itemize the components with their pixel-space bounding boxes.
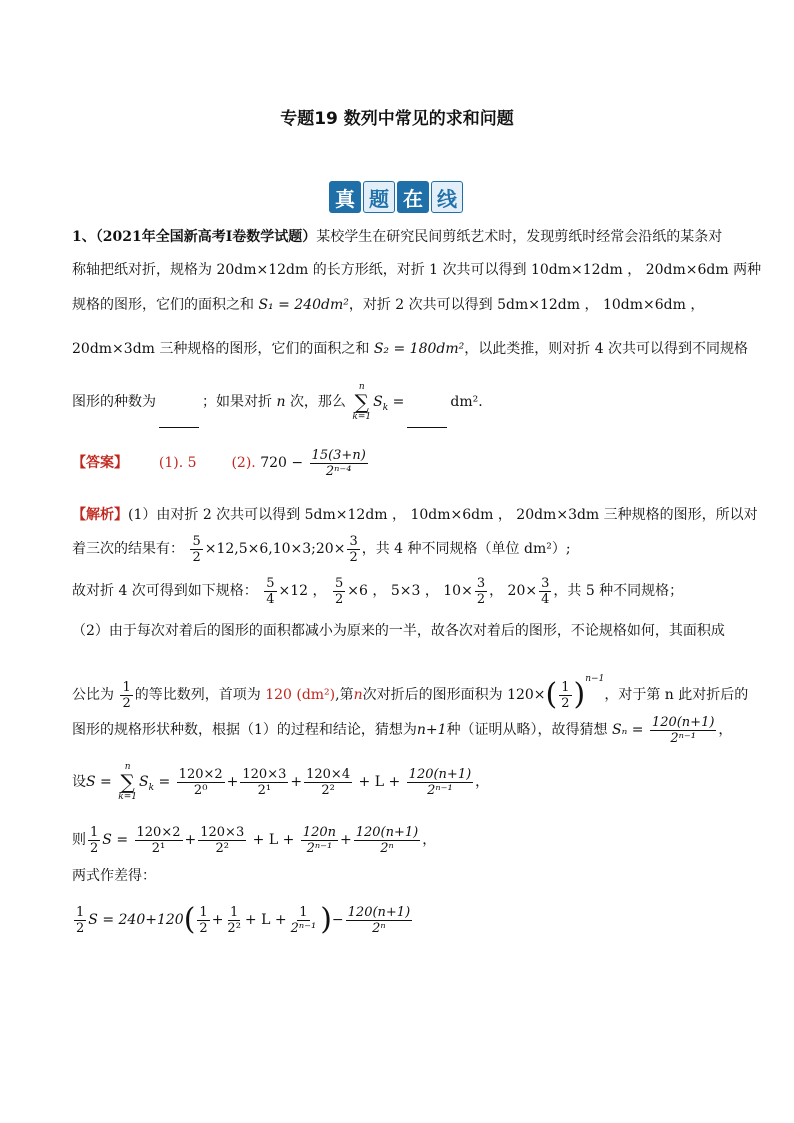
fraction-1-2 <box>197 905 209 936</box>
fraction-denominator: 2ⁿ <box>380 840 394 856</box>
analysis-math: ×6 ， 5×3 ， 10× <box>347 583 473 599</box>
fraction-numerator: 5 <box>335 575 344 591</box>
plus-sign: + <box>339 832 352 848</box>
question-text: dm². <box>450 394 483 410</box>
fraction-3-4 <box>539 576 551 607</box>
fraction-denominator: 2 <box>349 549 358 565</box>
analysis-text: 着三次的结果有： <box>72 541 184 557</box>
question-number: 1、 <box>72 229 96 245</box>
fraction-denominator: 2⁰ <box>193 782 208 798</box>
analysis-line-4: （2）由于每次对着后的图形的面积都减小为原来的一半，故各次对着后的图形，不论规格如何，其面积成 <box>72 623 725 639</box>
summation: n ∑ k=1 <box>352 382 372 422</box>
sum-term: S <box>373 394 383 410</box>
fraction-numerator: 120×3 <box>242 766 287 782</box>
fraction-denominator: 2² <box>215 840 229 856</box>
fraction-1-2 <box>120 680 132 711</box>
banner-char-3: 在 <box>397 181 429 213</box>
analysis-text: 种（证明从略），故得猜想 <box>446 722 608 738</box>
analysis-line-1 <box>72 505 758 525</box>
fraction-numerator: 1 <box>90 824 99 840</box>
fraction-numerator: 120(n+1) <box>347 904 411 920</box>
fraction-1-2 <box>88 825 100 856</box>
fraction-term <box>346 905 413 936</box>
minus-sign: − <box>331 912 344 928</box>
fraction-denominator: 2ⁿ <box>372 920 386 936</box>
fraction-term <box>135 825 183 856</box>
sum-upper: n <box>124 762 131 772</box>
question-source: （2021年全国新高考Ⅰ卷数学试题） <box>95 229 317 245</box>
fraction-denominator: 2 <box>192 549 201 565</box>
answer-blank-1 <box>159 413 199 428</box>
question-text: 20dm×3dm 三种规格的图形，它们的面积之和 <box>72 341 370 357</box>
analysis-text: 设 <box>72 774 86 790</box>
fraction-numerator: 1 <box>230 904 239 920</box>
analysis-line-9: 两式作差得： <box>72 868 156 884</box>
question-line-5: 图形的种数为 ；如果对折 n 次，那么 n ∑ k=1 $S_k = dm^2$. <box>72 382 483 428</box>
fraction-3-2 <box>347 534 359 565</box>
fraction-denominator: 2 <box>122 695 131 711</box>
question-text: 次，那么 <box>289 394 346 410</box>
fraction-denominator: 2 <box>561 695 570 711</box>
question-line-3 <box>72 295 704 315</box>
question-text: 规格的图形，它们的面积之和 <box>72 297 254 313</box>
question-text: 图形的种数为 <box>72 394 156 410</box>
analysis-label: 【解析】 <box>72 507 128 523</box>
fraction-denominator: 2ⁿ⁻¹ <box>427 782 453 798</box>
fraction-denominator: 2ⁿ⁻¹ <box>290 920 317 936</box>
math-s: S = <box>86 774 112 790</box>
math-expression: n+1 <box>416 722 447 738</box>
fraction-numerator: 5 <box>192 533 201 549</box>
analysis-line-3 <box>72 573 683 609</box>
fraction-numerator: 1 <box>561 679 570 695</box>
analysis-text: 次对折后的图形面积为 120× <box>362 687 546 703</box>
analysis-line-7: 设S = n ∑ k=1 $S_k$ = $\frac{120\times 2}{\text{2⁰}}$ + $\frac{120\times 3}{\text{2¹}}$ + $\frac{120\times 4}{\text{2²}}$ + L + $\frac{120(n+1)}{\text{2ⁿ⁻¹}}$ ， <box>72 762 490 802</box>
fraction-denominator: 2 <box>199 920 208 936</box>
ellipsis-term: + L + <box>358 774 401 790</box>
fraction-denominator: 2 <box>476 591 486 607</box>
fraction-denominator: 2ⁿ⁻⁴ <box>325 463 352 479</box>
sum-upper: n <box>358 382 365 392</box>
math-n: n <box>353 687 363 703</box>
fraction-denominator: 2¹ <box>151 840 166 856</box>
fraction-numerator: 1 <box>76 904 85 920</box>
fraction-denominator: 2ⁿ⁻¹ <box>670 730 696 746</box>
fraction-denominator: 2ⁿ⁻¹ <box>306 840 333 856</box>
analysis-line-2 <box>72 531 571 567</box>
fraction-term <box>240 767 288 798</box>
analysis-line-6: 图形的规格形状种数，根据（1）的过程和结论，猜想为n+1种（证明从略），故得猜想 Sₙ = $\frac{120(n+1)}{\text{2ⁿ⁻¹}}$ ， <box>72 714 733 746</box>
answer-expression: 720 − <box>260 455 304 471</box>
fraction-numerator: 3 <box>349 533 358 549</box>
fraction-1-2 <box>74 905 86 936</box>
fraction-denominator: 4 <box>541 591 550 607</box>
answer-part-2: (2). <box>231 455 256 471</box>
banner-char-2: 题 <box>363 181 395 213</box>
analysis-text: ，对于第 n 此对折后的 <box>604 687 749 703</box>
analysis-line-5: 公比为 $\frac{1}{2}$ 的等比数列，首项为 120 (dm²),第n次对折后的图形面积为 120×( $\frac{1}{2}$ )$^{n-1}$，对于第 n 此对折后的 <box>72 674 749 712</box>
analysis-text: 的等比数列，首项为 <box>134 687 261 703</box>
fraction-numerator: 5 <box>266 575 275 591</box>
fraction-numerator: 120n <box>302 824 336 840</box>
question-text: ；如果对折 <box>202 394 272 410</box>
fraction-term <box>198 825 246 856</box>
fraction-numerator: 1 <box>199 904 208 920</box>
answer-label: 【答案】 <box>72 455 128 471</box>
fraction-numerator: 120(n+1) <box>408 766 472 782</box>
fraction-numerator: 120(n+1) <box>651 714 715 730</box>
math-sn: Sₙ = <box>612 722 644 738</box>
answer-part-1: (1). 5 <box>158 455 197 471</box>
ellipsis-term: + L + <box>252 832 295 848</box>
sum-term: S <box>138 774 149 790</box>
fraction-numerator: 1 <box>122 679 131 695</box>
plus-sign: + <box>211 912 224 928</box>
page-title: 专题19 数列中常见的求和问题 <box>280 109 514 129</box>
analysis-math: ×12 ， <box>278 583 327 599</box>
math-s2: S₂ = 180dm² <box>373 341 465 357</box>
fraction-numerator: 15(3+n) <box>311 447 366 463</box>
fraction-3-2 <box>475 576 487 607</box>
sum-term-sub: k <box>148 782 155 793</box>
analysis-text: 公比为 <box>72 687 114 703</box>
analysis-text: ，共 5 种不同规格； <box>553 583 684 599</box>
fraction-denominator: 2¹ <box>257 782 272 798</box>
fraction-numerator: 120×3 <box>200 824 245 840</box>
fraction-term <box>354 825 421 856</box>
question-line-4 <box>72 339 748 359</box>
fraction-numerator: 120×2 <box>136 824 181 840</box>
math-s1: S₁ = 240dm² <box>258 297 349 313</box>
analysis-text: 则 <box>72 832 86 848</box>
sum-lower: k=1 <box>118 792 137 802</box>
fraction-term <box>225 905 242 936</box>
fraction-sn <box>650 715 717 746</box>
question-line-1 <box>72 227 722 247</box>
answer-fraction <box>310 448 368 479</box>
math-s: S = <box>102 832 129 848</box>
fraction-numerator: 120(n+1) <box>355 824 419 840</box>
banner-char-1: 真 <box>329 181 361 213</box>
math-expression: S = 240+120 <box>88 912 184 928</box>
plus-sign: + <box>290 774 303 790</box>
exponent: n−1 <box>585 674 605 684</box>
question-text: ，以此类推，则对折 4 次共可以得到不同规格 <box>464 341 749 357</box>
analysis-math: ×12,5×6,10×3;20× <box>204 541 346 557</box>
analysis-math: ， 20× <box>489 583 538 599</box>
equals-sign: = <box>158 774 171 790</box>
fraction-term <box>407 767 474 798</box>
fraction-denominator: 4 <box>266 591 275 607</box>
analysis-text: 故对折 4 次可得到如下规格： <box>72 583 258 599</box>
fraction-denominator: 2 <box>335 591 344 607</box>
fraction-numerator: 3 <box>476 575 486 591</box>
analysis-text: ,第 <box>335 687 354 703</box>
answer-blank-2 <box>407 413 447 428</box>
fraction-denominator: 2 <box>90 840 99 856</box>
analysis-text: 图形的规格形状种数，根据（1）的过程和结论，猜想为 <box>72 722 417 738</box>
ellipsis-term: + L + <box>244 912 287 928</box>
question-text: 某校学生在研究民间剪纸艺术时，发现剪纸时经常会沿纸的某条对 <box>316 229 723 245</box>
analysis-text: (1）由对折 2 次共可以得到 5dm×12dm ， 10dm×6dm ， 20dm×3dm 三种规格的图形，所以对 <box>128 507 758 523</box>
fraction-numerator: 3 <box>541 575 550 591</box>
banner-char-4: 线 <box>431 181 463 213</box>
fraction-term <box>177 767 225 798</box>
answer-line <box>72 446 370 480</box>
sum-lower: k=1 <box>352 412 372 422</box>
analysis-line-10: $\frac{1}{2}$ S = 240+120( $\frac{1}{2}$ + $\frac{1}{\text{2²}}$ + L + $\frac{1}{\text{2ⁿ⁻¹}}$ )− $\frac{120(n+1)}{\text{2ⁿ}}$ <box>76 902 411 937</box>
fraction-1-2 <box>559 680 571 711</box>
question-text: ，对折 2 次共可以得到 5dm×12dm ， 10dm×6dm ， <box>348 297 705 313</box>
fraction-term <box>289 905 319 936</box>
fraction-numerator: 1 <box>299 904 308 920</box>
sum-term-sub: k <box>382 402 389 413</box>
math-n: n <box>276 394 286 410</box>
fraction-5-2 <box>333 576 345 607</box>
plus-sign: + <box>184 832 197 848</box>
fraction-5-2 <box>190 534 202 565</box>
fraction-5-4 <box>264 576 276 607</box>
fraction-denominator: 2² <box>321 782 335 798</box>
fraction-denominator: 2² <box>227 920 241 936</box>
section-banner <box>329 181 463 215</box>
fraction-term <box>304 767 352 798</box>
analysis-line-8: 则 $\frac{1}{2}$ S = $\frac{120\times 2}{\text{2¹}}$ + $\frac{120\times 3}{\text{2²}}$ + L + $\frac{120n}{\text{2ⁿ⁻¹}}$ + $\frac{120(n+1)}{\text{2ⁿ}}$ ， <box>72 824 437 856</box>
fraction-numerator: 120×4 <box>306 766 351 782</box>
first-term: 120 (dm²) <box>265 687 336 703</box>
fraction-term <box>301 825 338 856</box>
analysis-text: ，共 4 种不同规格（单位 dm²）; <box>361 541 571 557</box>
question-line-2: 称轴把纸对折，规格为 20dm×12dm 的长方形纸，对折 1 次共可以得到 10dm×12dm ， 20dm×6dm 两种 <box>72 262 762 278</box>
fraction-numerator: 120×2 <box>178 766 223 782</box>
summation: n ∑ k=1 <box>118 762 137 802</box>
plus-sign: + <box>226 774 239 790</box>
fraction-denominator: 2 <box>76 920 85 936</box>
